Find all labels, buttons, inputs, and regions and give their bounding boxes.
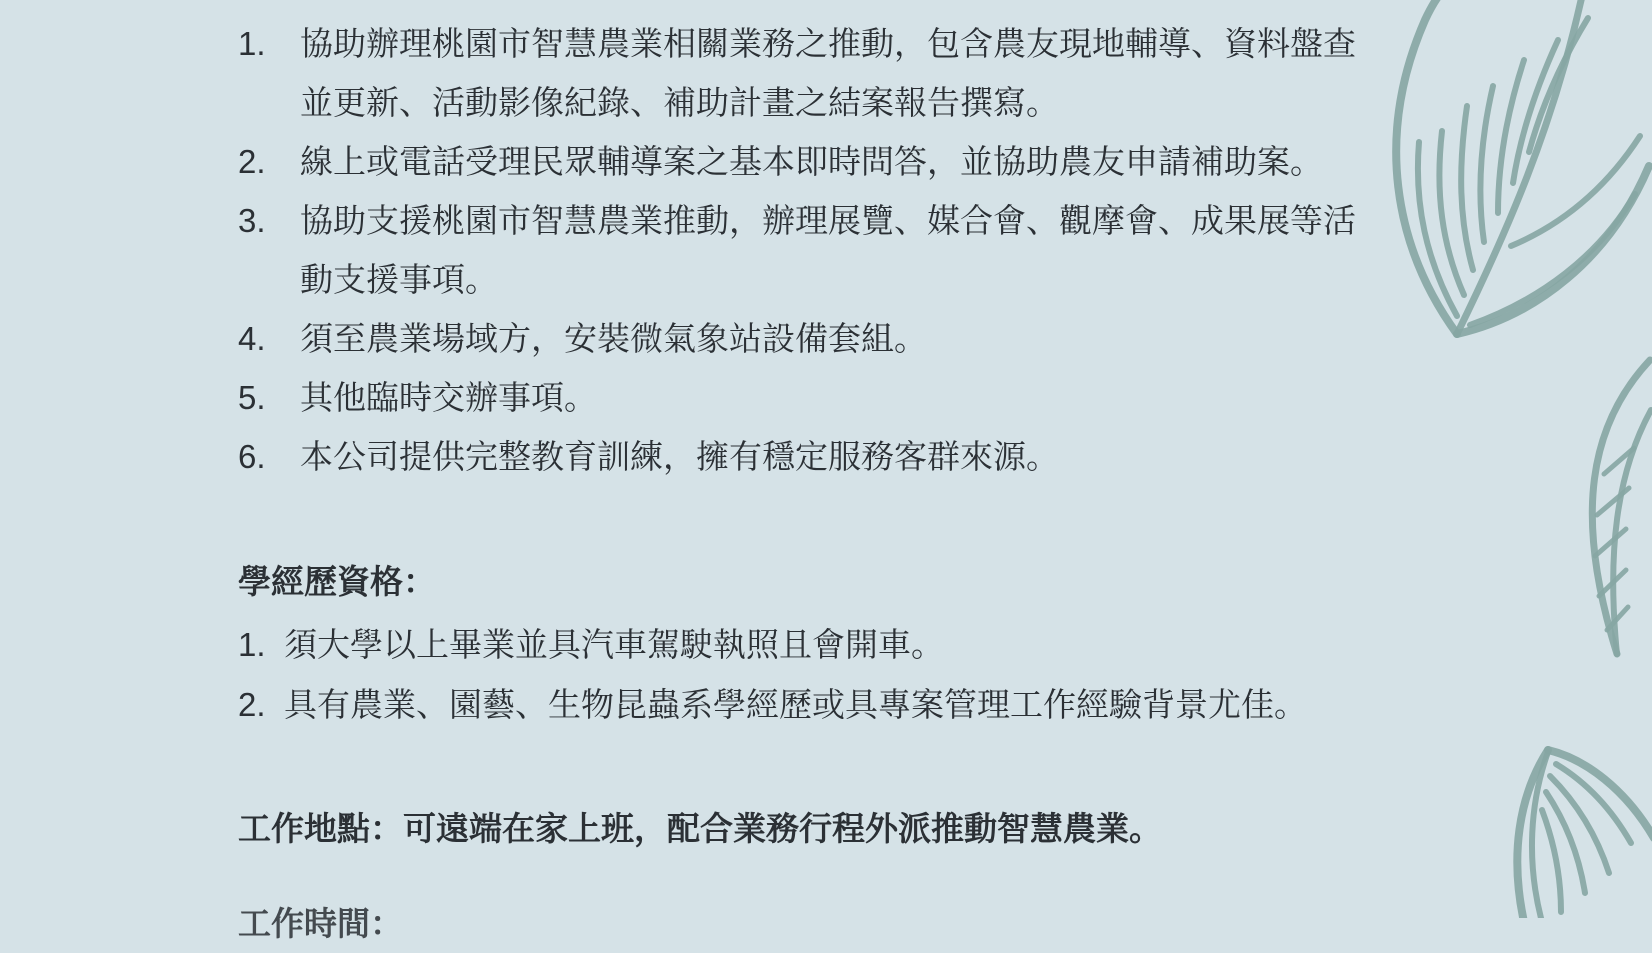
list-number: 2.	[238, 686, 266, 723]
list-number: 1.	[238, 25, 266, 62]
list-item	[238, 14, 1362, 132]
list-text: 協助支援桃園市智慧農業推動，辦理展覽、媒合會、觀摩會、成果展等活動支援事項。	[300, 202, 1356, 298]
list-item	[238, 427, 1362, 486]
list-item	[238, 615, 1438, 675]
list-number: 2.	[238, 143, 266, 180]
list-text: 協助辦理桃園市智慧農業相關業務之推動，包含農友現地輔導、資料盤查並更新、活動影像紀錄、補助計畫之結案報告撰寫。	[300, 25, 1356, 121]
leaf-middle-icon	[1546, 352, 1652, 674]
list-text: 須至農業場域方，安裝微氣象站設備套組。	[300, 320, 927, 357]
list-item	[238, 309, 1362, 368]
duty-list	[238, 14, 1362, 486]
partial-bottom-line: 工作時間：	[238, 905, 403, 942]
list-number: 3.	[238, 202, 266, 239]
list-item	[238, 368, 1362, 427]
list-number: 4.	[238, 320, 266, 357]
qualifications-list	[238, 615, 1438, 735]
qualifications-heading: 學經歷資格：	[238, 563, 436, 600]
list-item	[238, 675, 1438, 735]
list-number: 6.	[238, 438, 266, 475]
list-text: 其他臨時交辦事項。	[300, 379, 597, 416]
list-item	[238, 191, 1362, 309]
list-text: 本公司提供完整教育訓練，擁有穩定服務客群來源。	[300, 438, 1059, 475]
list-text: 線上或電話受理民眾輔導案之基本即時問答，並協助農友申請補助案。	[300, 143, 1323, 180]
leaf-bottom-icon	[1490, 742, 1652, 918]
list-text: 具有農業、園藝、生物昆蟲系學經歷或具專案管理工作經驗背景尤佳。	[284, 686, 1307, 723]
list-number: 5.	[238, 379, 266, 416]
list-number: 1.	[238, 626, 266, 663]
list-text: 須大學以上畢業並具汽車駕駛執照且會開車。	[284, 626, 944, 663]
list-item	[238, 132, 1362, 191]
work-location-line: 工作地點：可遠端在家上班，配合業務行程外派推動智慧農業。	[238, 810, 1162, 847]
